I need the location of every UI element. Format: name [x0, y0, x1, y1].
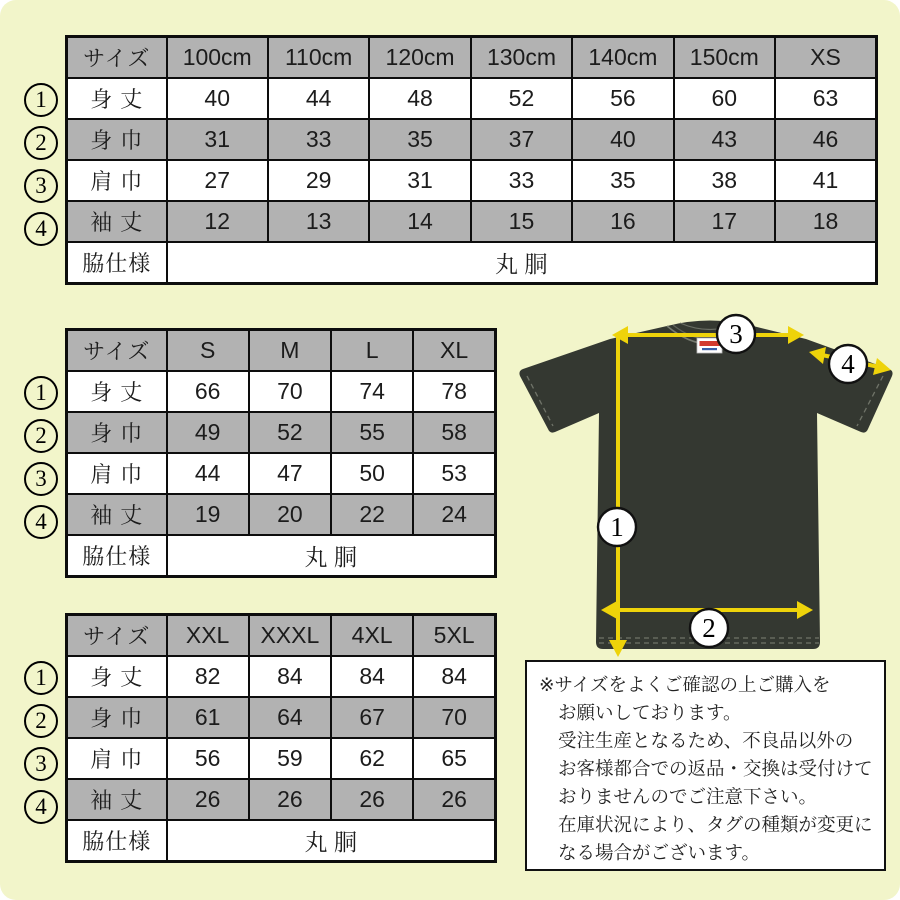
column-header: XXXL: [249, 615, 331, 657]
column-header: XS: [775, 37, 876, 79]
size-value: 40: [167, 78, 268, 119]
side-spec-label: 脇仕様: [67, 242, 167, 284]
size-value: 26: [331, 779, 413, 820]
size-value: 52: [471, 78, 572, 119]
row-marker-4: 4: [24, 505, 58, 539]
size-value: 70: [413, 697, 495, 738]
size-header-cell: サイズ: [67, 37, 167, 79]
column-header: XL: [413, 330, 495, 372]
row-label: 身 巾: [67, 412, 167, 453]
row-label: 肩 巾: [67, 738, 167, 779]
diagram-marker-2: [690, 609, 728, 647]
row-marker-2: 2: [24, 419, 58, 453]
row-label: 身 巾: [67, 119, 167, 160]
side-spec-value: 丸 胴: [167, 535, 496, 577]
size-value: 26: [167, 779, 249, 820]
row-marker-1: 1: [24, 376, 58, 410]
size-value: 59: [249, 738, 331, 779]
size-table-kids: [65, 35, 878, 285]
row-label: 身 丈: [67, 78, 167, 119]
row-marker-1: 1: [24, 661, 58, 695]
size-table-big-wrap: [65, 613, 497, 863]
row-label: 身 巾: [67, 697, 167, 738]
size-table-big: [65, 613, 497, 863]
size-value: 62: [331, 738, 413, 779]
size-value: 52: [249, 412, 331, 453]
notice-line: お客様都合での返品・交換は受付けて: [558, 758, 873, 779]
notice-line: お願いしております。: [558, 702, 742, 723]
column-header: M: [249, 330, 331, 372]
size-value: 13: [268, 201, 369, 242]
size-value: 15: [471, 201, 572, 242]
size-value: 84: [249, 656, 331, 697]
size-value: 44: [167, 453, 249, 494]
size-value: 14: [369, 201, 470, 242]
column-header: 140cm: [572, 37, 673, 79]
size-value: 74: [331, 371, 413, 412]
svg-text:1: 1: [610, 512, 624, 542]
size-value: 26: [249, 779, 331, 820]
notice-line: なる場合がございます。: [558, 842, 761, 863]
row-marker-2: 2: [24, 704, 58, 738]
column-header: 110cm: [268, 37, 369, 79]
size-value: 78: [413, 371, 495, 412]
size-value: 46: [775, 119, 876, 160]
row-marker-1: 1: [24, 83, 58, 117]
size-value: 56: [572, 78, 673, 119]
size-value: 33: [471, 160, 572, 201]
size-value: 53: [413, 453, 495, 494]
column-header: 150cm: [674, 37, 775, 79]
size-value: 66: [167, 371, 249, 412]
row-marker-2: 2: [24, 126, 58, 160]
row-label: 身 丈: [67, 656, 167, 697]
size-header-cell: サイズ: [67, 615, 167, 657]
diagram-marker-3: [717, 315, 755, 353]
tshirt-measure-diagram: [505, 312, 895, 657]
notice-line: 在庫状況により、タグの種類が変更に: [558, 814, 873, 835]
size-value: 22: [331, 494, 413, 535]
svg-text:4: 4: [841, 349, 855, 379]
side-spec-label: 脇仕様: [67, 535, 167, 577]
size-value: 26: [413, 779, 495, 820]
column-header: 4XL: [331, 615, 413, 657]
size-value: 33: [268, 119, 369, 160]
size-value: 40: [572, 119, 673, 160]
size-value: 18: [775, 201, 876, 242]
column-header: XXL: [167, 615, 249, 657]
column-header: L: [331, 330, 413, 372]
size-value: 67: [331, 697, 413, 738]
size-value: 43: [674, 119, 775, 160]
size-value: 38: [674, 160, 775, 201]
row-label: 肩 巾: [67, 160, 167, 201]
size-value: 50: [331, 453, 413, 494]
size-value: 82: [167, 656, 249, 697]
row-marker-4: 4: [24, 790, 58, 824]
row-marker-3: 3: [24, 462, 58, 496]
size-header-cell: サイズ: [67, 330, 167, 372]
size-value: 64: [249, 697, 331, 738]
size-value: 84: [413, 656, 495, 697]
row-marker-3: 3: [24, 169, 58, 203]
diagram-marker-1: [598, 508, 636, 546]
size-table-kids-wrap: [65, 35, 878, 285]
column-header: 5XL: [413, 615, 495, 657]
size-value: 27: [167, 160, 268, 201]
notice-line: ※サイズをよくご確認の上ご購入を: [539, 674, 831, 695]
column-header: 100cm: [167, 37, 268, 79]
size-value: 55: [331, 412, 413, 453]
row-marker-4: 4: [24, 212, 58, 246]
size-value: 44: [268, 78, 369, 119]
notice-line: 受注生産となるため、不良品以外の: [558, 730, 854, 751]
svg-text:3: 3: [729, 319, 743, 349]
row-label: 肩 巾: [67, 453, 167, 494]
size-value: 17: [674, 201, 775, 242]
size-value: 41: [775, 160, 876, 201]
size-table-adult-wrap: [65, 328, 497, 578]
size-value: 49: [167, 412, 249, 453]
size-value: 65: [413, 738, 495, 779]
row-label: 袖 丈: [67, 779, 167, 820]
size-value: 35: [369, 119, 470, 160]
size-value: 19: [167, 494, 249, 535]
column-header: S: [167, 330, 249, 372]
side-spec-value: 丸 胴: [167, 820, 496, 862]
size-value: 31: [167, 119, 268, 160]
size-value: 20: [249, 494, 331, 535]
side-spec-value: 丸 胴: [167, 242, 877, 284]
size-value: 56: [167, 738, 249, 779]
size-value: 24: [413, 494, 495, 535]
size-value: 16: [572, 201, 673, 242]
size-value: 29: [268, 160, 369, 201]
size-table-adult: [65, 328, 497, 578]
size-value: 63: [775, 78, 876, 119]
row-label: 袖 丈: [67, 494, 167, 535]
row-label: 袖 丈: [67, 201, 167, 242]
side-spec-label: 脇仕様: [67, 820, 167, 862]
size-value: 12: [167, 201, 268, 242]
size-value: 70: [249, 371, 331, 412]
purchase-notice-box: [525, 660, 886, 871]
size-value: 47: [249, 453, 331, 494]
size-value: 60: [674, 78, 775, 119]
notice-line: おりませんのでご注意下さい。: [558, 786, 818, 807]
row-label: 身 丈: [67, 371, 167, 412]
size-value: 84: [331, 656, 413, 697]
size-value: 35: [572, 160, 673, 201]
size-value: 31: [369, 160, 470, 201]
column-header: 120cm: [369, 37, 470, 79]
svg-text:2: 2: [702, 613, 716, 643]
size-value: 58: [413, 412, 495, 453]
size-value: 37: [471, 119, 572, 160]
size-value: 61: [167, 697, 249, 738]
diagram-marker-4: [829, 345, 867, 383]
size-value: 48: [369, 78, 470, 119]
row-marker-3: 3: [24, 747, 58, 781]
column-header: 130cm: [471, 37, 572, 79]
